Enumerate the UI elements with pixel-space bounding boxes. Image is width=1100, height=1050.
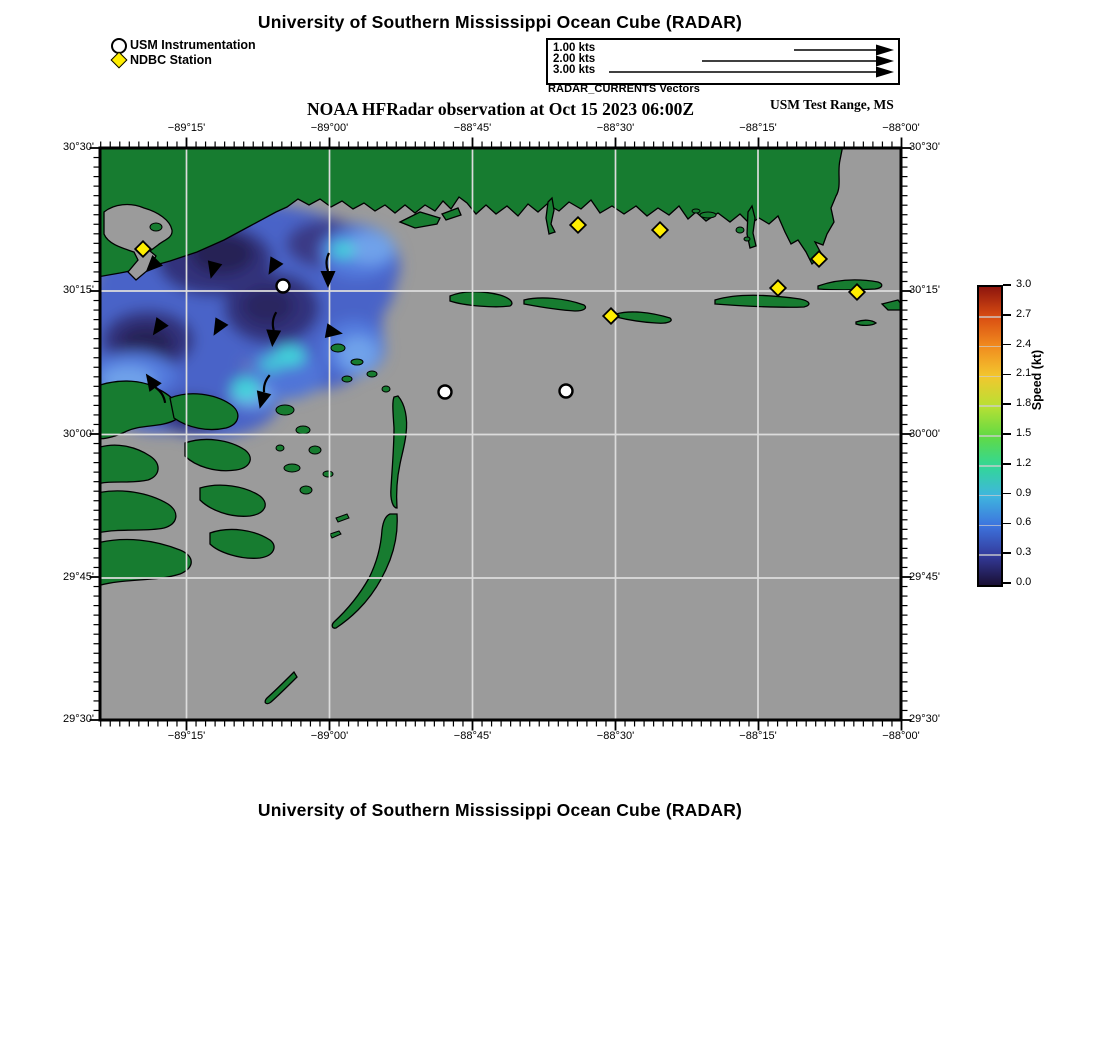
y-tick-label-right: 30°30' [909, 141, 940, 153]
x-tick-label-top: −88°00' [882, 122, 920, 134]
ndbc-station-legend-icon [111, 52, 128, 69]
colorbar-tick-label: 0.3 [1016, 546, 1032, 559]
vector-scale-1kt-label: 1.00 kts [553, 42, 596, 54]
observation-subtitle: NOAA HFRadar observation at Oct 15 2023 06:00Z [306, 99, 695, 119]
colorbar-tick [1003, 374, 1011, 376]
y-tick-label-left: 29°30' [63, 713, 94, 725]
colorbar-tick [1003, 403, 1011, 405]
y-tick-label-left: 30°15' [63, 284, 94, 296]
footer-title: University of Southern Mississippi Ocean Cube (RADAR) [257, 800, 743, 820]
colorbar-tick-label: 1.5 [1016, 427, 1032, 439]
usm-instrumentation-marker [560, 385, 573, 398]
colorbar-gridline [979, 316, 1001, 318]
colorbar-tick-label: 3.0 [1016, 278, 1032, 290]
colorbar-tick [1003, 344, 1011, 346]
colorbar-tick-label: 0.6 [1016, 516, 1032, 529]
colorbar-tick-label: 0.0 [1016, 576, 1032, 588]
islet [342, 376, 352, 382]
colorbar-tick [1003, 433, 1011, 435]
colorbar-gridline [979, 495, 1001, 497]
islet [744, 237, 750, 241]
vector-scale-box [546, 38, 900, 85]
colorbar-tick-label: 0.9 [1016, 486, 1032, 499]
x-tick-label-top: −89°15' [167, 122, 206, 134]
islet [323, 471, 333, 477]
colorbar-gridline [979, 376, 1001, 378]
y-tick-label-left: 30°00' [63, 427, 94, 440]
x-tick-label-bottom: −88°45' [453, 730, 492, 742]
colorbar-tick [1003, 284, 1011, 286]
colorbar-title: Speed (kt) [1030, 349, 1044, 411]
y-tick-label-left: 29°45' [63, 571, 94, 583]
x-tick-label-top: −89°00' [310, 122, 349, 134]
colorbar-tick-label: 2.7 [1016, 307, 1032, 320]
colorbar-tick-label: 1.8 [1016, 397, 1032, 410]
vector-scale-caption: RADAR_CURRENTS Vectors [548, 83, 700, 95]
map-plot [86, 134, 915, 734]
x-tick-label-top: −88°15' [739, 122, 777, 134]
x-tick-label-bottom: −88°30' [596, 730, 635, 742]
colorbar-tick [1003, 552, 1011, 554]
y-tick-label-right: 29°45' [909, 571, 940, 583]
y-tick-label-right: 30°00' [909, 427, 940, 440]
islet [309, 446, 321, 454]
region-label: USM Test Range, MS [770, 97, 894, 112]
colorbar-tick [1003, 463, 1011, 465]
colorbar-gridline [979, 346, 1001, 348]
islet [331, 344, 345, 352]
colorbar-tick [1003, 493, 1011, 495]
y-tick-label-right: 29°30' [909, 713, 940, 725]
islet [284, 464, 300, 472]
vector-scale-arrows [548, 40, 894, 79]
colorbar-tick-label: 2.1 [1016, 367, 1032, 380]
islet [300, 486, 312, 494]
colorbar-gridline [979, 405, 1001, 407]
islet [700, 212, 716, 218]
usm-instrumentation-marker [439, 386, 452, 399]
page-title: University of Southern Mississippi Ocean Cube (RADAR) [257, 12, 743, 32]
barrier-island [856, 320, 876, 325]
bay-islet [150, 223, 162, 231]
islet [367, 371, 377, 377]
x-tick-label-top: −88°30' [596, 122, 635, 134]
x-tick-label-top: −88°45' [453, 122, 492, 134]
y-tick-label-left: 30°30' [63, 141, 94, 153]
legend-ndbc-label: NDBC Station [130, 53, 212, 67]
colorbar-gridline [979, 435, 1001, 437]
vector-scale-2kt-label: 2.00 kts [553, 53, 596, 65]
islet [351, 359, 363, 365]
islet [382, 386, 390, 392]
usm-instrumentation-marker [277, 280, 290, 293]
x-tick-label-bottom: −89°15' [167, 730, 206, 742]
vector-scale-3kt-label: 3.00 kts [553, 64, 596, 76]
y-tick-label-right: 30°15' [909, 284, 940, 296]
colorbar-gridline [979, 554, 1001, 556]
islet [276, 405, 294, 415]
islet [692, 209, 700, 213]
colorbar [977, 285, 1003, 587]
colorbar-gridline [979, 465, 1001, 467]
colorbar-tick-label: 2.4 [1016, 337, 1032, 350]
islet [296, 426, 310, 434]
x-tick-label-bottom: −88°00' [882, 730, 920, 742]
x-tick-label-bottom: −88°15' [739, 730, 777, 742]
x-tick-label-bottom: −89°00' [310, 730, 349, 742]
colorbar-tick [1003, 314, 1011, 316]
islet [276, 445, 284, 451]
colorbar-tick [1003, 523, 1011, 525]
colorbar-tick-label: 1.2 [1016, 456, 1032, 469]
legend-usm-label: USM Instrumentation [130, 38, 256, 52]
colorbar-gridline [979, 525, 1001, 527]
islet [736, 227, 744, 233]
colorbar-tick [1003, 582, 1011, 584]
